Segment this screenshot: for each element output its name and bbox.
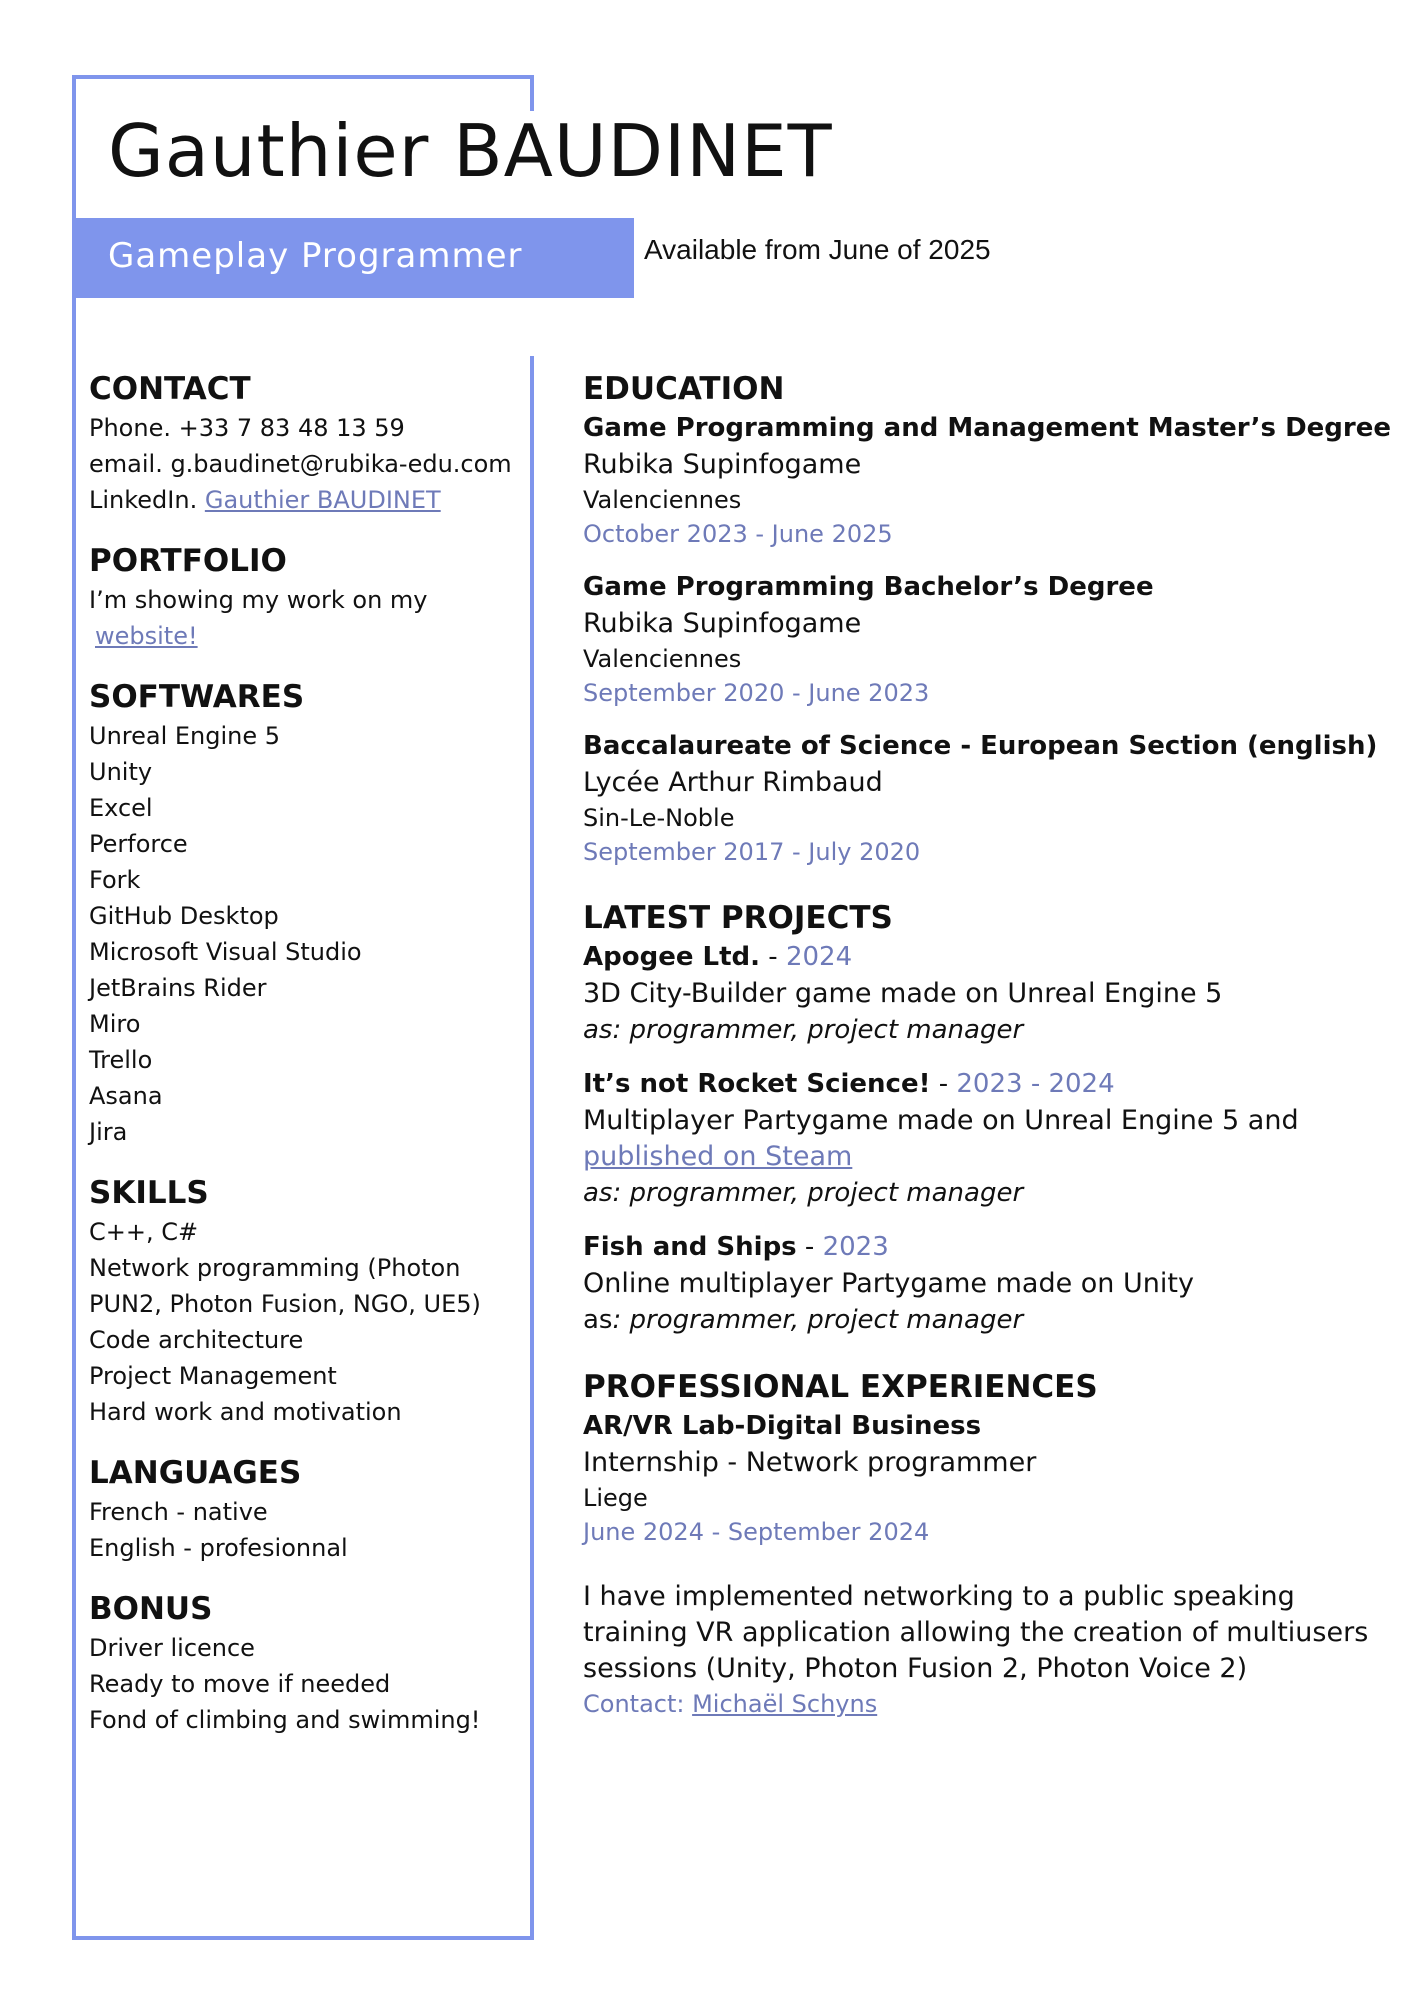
school-city: Valenciennes [583,486,742,514]
contact-label: Contact: [583,1690,693,1718]
experience-contact-row [583,1687,1373,1721]
project-year: 2023 - 2024 [956,1069,1115,1099]
project-description: Multiplayer Partygame made on Unreal Engine 5 and [583,1105,1299,1136]
bonus-section [89,1588,529,1738]
frame-bottom-line [72,1936,534,1940]
education-dates: October 2023 - June 2025 [583,520,893,548]
school-city: Sin-Le-Noble [583,804,735,832]
experience-description [583,1579,1373,1687]
steam-link[interactable]: published on Steam [583,1141,853,1172]
software-item: Asana [89,1082,163,1110]
project-role-row [583,1302,1373,1338]
software-item: Fork [89,866,141,894]
project-year: 2024 [785,942,853,972]
bonus-item: Fond of climbing and swimming! [89,1706,481,1734]
project-title: Apogee Ltd. [583,942,761,972]
education-dates: September 2020 - June 2023 [583,679,930,707]
bonus-item: Ready to move if needed [89,1670,391,1698]
role-banner [72,218,634,298]
experience-heading: PROFESSIONAL EXPERIENCES [583,1369,1098,1405]
project-year: 2023 [822,1232,889,1262]
language-item: English - profesionnal [89,1534,348,1562]
project-title-row [583,1066,1373,1103]
skill-item: Project Management [89,1362,337,1390]
contact-linkedin-row [89,482,529,518]
description-line: sessions (Unity, Photon Fusion 2, Photon Voice 2) [583,1653,1248,1684]
project-title: It’s not Rocket Science! [583,1069,931,1099]
software-item: Jira [89,1118,128,1146]
frame-left-line [72,75,76,1940]
education-section [583,368,1391,869]
description-line: I have implemented networking to a public speaking [583,1581,1295,1612]
description-line: training VR application allowing the creation of multiusers [583,1617,1369,1648]
school-city: Valenciennes [583,645,742,673]
education-entry [583,410,1391,551]
languages-section [89,1452,529,1566]
portfolio-text: I’m showing my work on my [89,586,428,614]
skills-section [89,1172,529,1430]
software-item: Excel [89,794,153,822]
software-item: GitHub Desktop [89,902,279,930]
school-name: Lycée Arthur Rimbaud [583,767,883,798]
software-item: Unreal Engine 5 [89,722,281,750]
degree-title: Game Programming and Management Master’s Degree [583,413,1391,443]
left-column [89,368,529,1760]
contact-heading: CONTACT [89,371,251,407]
project-role: : programmer, project manager [612,1305,1024,1335]
project-role-prefix: as [583,1305,613,1335]
project-entry [583,939,1373,1048]
education-entry [583,728,1378,869]
software-item: JetBrains Rider [89,974,267,1002]
role-title: Gameplay Programmer [108,236,523,276]
project-separator: - [760,942,786,972]
website-link[interactable]: website! [95,622,198,650]
linkedin-label: LinkedIn. [89,486,205,514]
software-item: Perforce [89,830,188,858]
experience-dates: June 2024 - September 2024 [583,1518,930,1546]
linkedin-link[interactable]: Gauthier BAUDINET [204,486,441,514]
softwares-section [89,676,529,1150]
school-name: Rubika Supinfogame [583,608,862,639]
software-item: Microsoft Visual Studio [89,938,362,966]
contact-phone: Phone. +33 7 83 48 13 59 [89,414,405,442]
softwares-heading: SOFTWARES [89,679,305,715]
project-title-row [583,939,1373,976]
skill-item: Hard work and motivation [89,1398,402,1426]
software-item: Unity [89,758,153,786]
software-item: Miro [89,1010,141,1038]
projects-heading: LATEST PROJECTS [583,900,893,936]
project-description: Online multiplayer Partygame made on Unity [583,1268,1194,1299]
bonus-item: Driver licence [89,1634,255,1662]
project-role: as: programmer, project manager [583,1178,1024,1208]
skill-item: PUN2, Photon Fusion, NGO, UE5) [89,1290,481,1318]
position-title: Internship - Network programmer [583,1447,1037,1478]
contact-email: email. g.baudinet@rubika-edu.com [89,450,512,478]
availability-note: Available from June of 2025 [644,234,991,265]
contact-section [89,368,529,518]
project-title-row [583,1229,1373,1266]
degree-title: Game Programming Bachelor’s Degree [583,572,1154,602]
project-entry [583,1229,1373,1338]
bonus-heading: BONUS [89,1591,213,1627]
education-heading: EDUCATION [583,371,785,407]
project-separator: - [796,1232,823,1262]
project-role: as: programmer, project manager [583,1015,1024,1045]
education-dates: September 2017 - July 2020 [583,838,921,866]
frame-top-line [72,75,534,79]
company-name: AR/VR Lab-Digital Business [583,1411,982,1441]
portfolio-section [89,540,529,654]
skill-item: Code architecture [89,1326,304,1354]
project-separator: - [930,1069,957,1099]
right-column [583,368,1391,1749]
contact-person-link[interactable]: Michaël Schyns [692,1690,878,1718]
language-item: French - native [89,1498,268,1526]
projects-section [583,897,1373,1338]
experience-section [583,1366,1373,1721]
portfolio-heading: PORTFOLIO [89,543,287,579]
project-description: 3D City-Builder game made on Unreal Engine 5 [583,978,1223,1009]
education-entry [583,569,1373,710]
degree-title: Baccalaureate of Science - European Section (english) [583,731,1378,761]
skill-item: C++, C# [89,1218,199,1246]
languages-heading: LANGUAGES [89,1455,302,1491]
frame-column-divider [530,356,534,1940]
school-name: Rubika Supinfogame [583,449,862,480]
candidate-name: Gauthier BAUDINET [108,109,833,193]
frame-right-top-line [530,75,534,111]
project-title: Fish and Ships [583,1232,797,1262]
skill-item: Network programming (Photon [89,1254,461,1282]
software-item: Trello [89,1046,153,1074]
experience-city: Liege [583,1484,648,1512]
skills-heading: SKILLS [89,1175,209,1211]
project-entry [583,1066,1373,1211]
